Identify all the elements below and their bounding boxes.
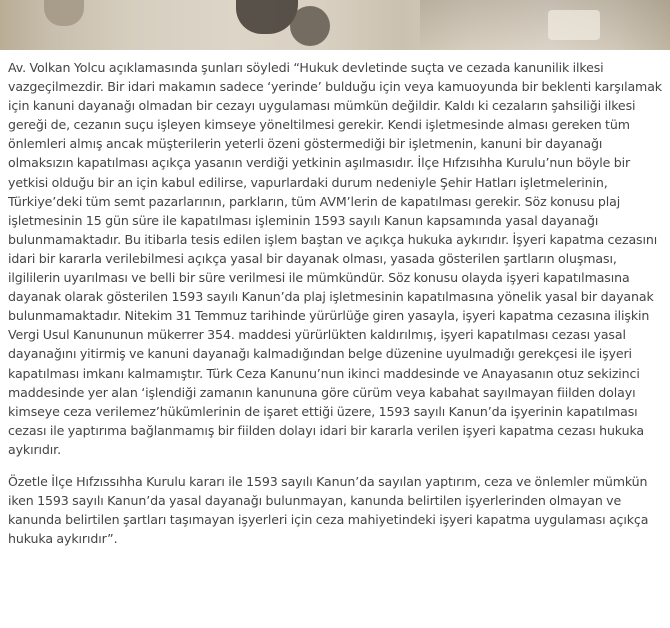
text-line: bulunmamaktadır. Nitekim 31 Temmuz tarihinde yürürlüğe giren yasayla, işyeri kapatma cezasına ilişkin [8, 308, 650, 324]
text-line: cezası ile yaptırıma bağlanmamış bir fiilden dolayı idari bir kararla verilen işyeri kapatma cezası hukuka [8, 422, 645, 438]
text-line: hukuka aykırıdır”. [8, 531, 118, 547]
article-photo [0, 0, 670, 50]
text-line: işletmesinin 15 gün süre ile kapatılması işleminin 1593 sayılı Kanun kapsamında yasal dayanağı [8, 212, 599, 228]
photo-detail [236, 0, 298, 34]
text-line: Vergi Usul Kanununun mükerrer 354. maddesi yürürlükten kaldırılmış, işyeri kapatılması cezası yasal [8, 327, 626, 343]
photo-detail [548, 10, 600, 40]
article-body [8, 58, 668, 548]
paragraph-1 [8, 58, 668, 459]
text-line: önlemleri almış ancak müşterilerin yeterli özeni göstermediği bir işletmenin, kanuni bir dayanağı [8, 136, 603, 152]
text-line: yetkisi olduğu bir an için kabul edilirse, vapurlardaki durum nedeniyle Şehir Hatları işletmelerinin, [8, 174, 608, 190]
text-line: maddesinde yer alan ‘işlendiği zamanın kanununa göre cürüm veya kabahat sayılmayan fiilden dolayı [8, 384, 636, 400]
text-line: kanunda belirtilen şartları taşımayan işyerleri için ceza mahiyetindeki işyeri kapatma uygulaması açıkça [8, 512, 649, 528]
text-line: ilgililerin uyarılması ve belli bir süre verilmesi ile mümkündür. Söz konusu olayda işyeri kapatılmasına [8, 270, 630, 286]
text-line: dayanak olarak gösterilen 1593 sayılı Kanun’da plaj işletmesinin kapatılmasına yönelik yasal bir dayanak [8, 289, 654, 305]
text-line: olmaksızın kapatılması açıkça yasanın verdiği yetkinin aşılmasıdır. İlçe Hıfzısıhha Kurulu’nun böyle bir [8, 155, 631, 171]
text-line: vazgeçilmezdir. Bir idari makamın sadece ‘yerinde’ bulduğu için veya kamuoyunda bir beklenti karşılamak [8, 79, 662, 95]
text-line: idari bir kararla verilebilmesi açıkça yasal bir dayanak olması, yasada gösterilen şartların oluşması, [8, 250, 617, 266]
paragraph-2 [8, 472, 668, 548]
text-line: kimseye ceza verilemez’hükümlerinin de işaret ettiği üzere, 1593 sayılı Kanun’da işyerinin kapatılması [8, 403, 638, 419]
text-line: gereği de, cezanın suçu işleyen kimseye yöneltilmesi gerekir. Kendi işletmesinde alması gereken tüm [8, 117, 630, 133]
text-line: bulunmamaktadır. Bu itibarla tesis edilen işlem baştan ve açıkça hukuka aykırıdır. İşyeri kapatma cezasını [8, 231, 658, 247]
text-line: Av. Volkan Yolcu açıklamasında şunları söyledi “Hukuk devletinde suçta ve cezada kanunilik ilkesi [8, 60, 604, 75]
text-line: iken 1593 sayılı Kanun’da yasal dayanağı bulunmayan, kanunda belirtilen işyerlerinden olmayan ve [8, 493, 622, 509]
text-line: Türkiye’deki tüm semt pazarlarının, parkların, tüm AVM’lerin de kapatılması gerekir. Söz konusu plaj [8, 193, 621, 209]
text-line: kapatılması imkanı kalmamıştır. Türk Ceza Kanunu’nun ikinci maddesinde ve Anayasanın otuz sekizinci [8, 365, 640, 381]
photo-detail [420, 0, 670, 50]
photo-detail [290, 6, 330, 46]
photo-detail [44, 0, 84, 26]
text-line: dayanağını yitirmiş ve kanuni dayanağı kalmadığından belge düzenine uyulmadığı gerekçesi ile işyeri [8, 346, 632, 362]
text-line: için kanuni dayanağı olmadan bir cezayı uygulaması mümkün değildir. Kaldı ki cezaların şahsiliği ilkesi [8, 98, 636, 114]
text-line: Özetle İlçe Hıfzıssıhha Kurulu kararı ile 1593 sayılı Kanun’da sayılan yaptırım, ceza ve önlemler mümkün [8, 473, 648, 489]
text-line: aykırıdır. [8, 441, 61, 457]
